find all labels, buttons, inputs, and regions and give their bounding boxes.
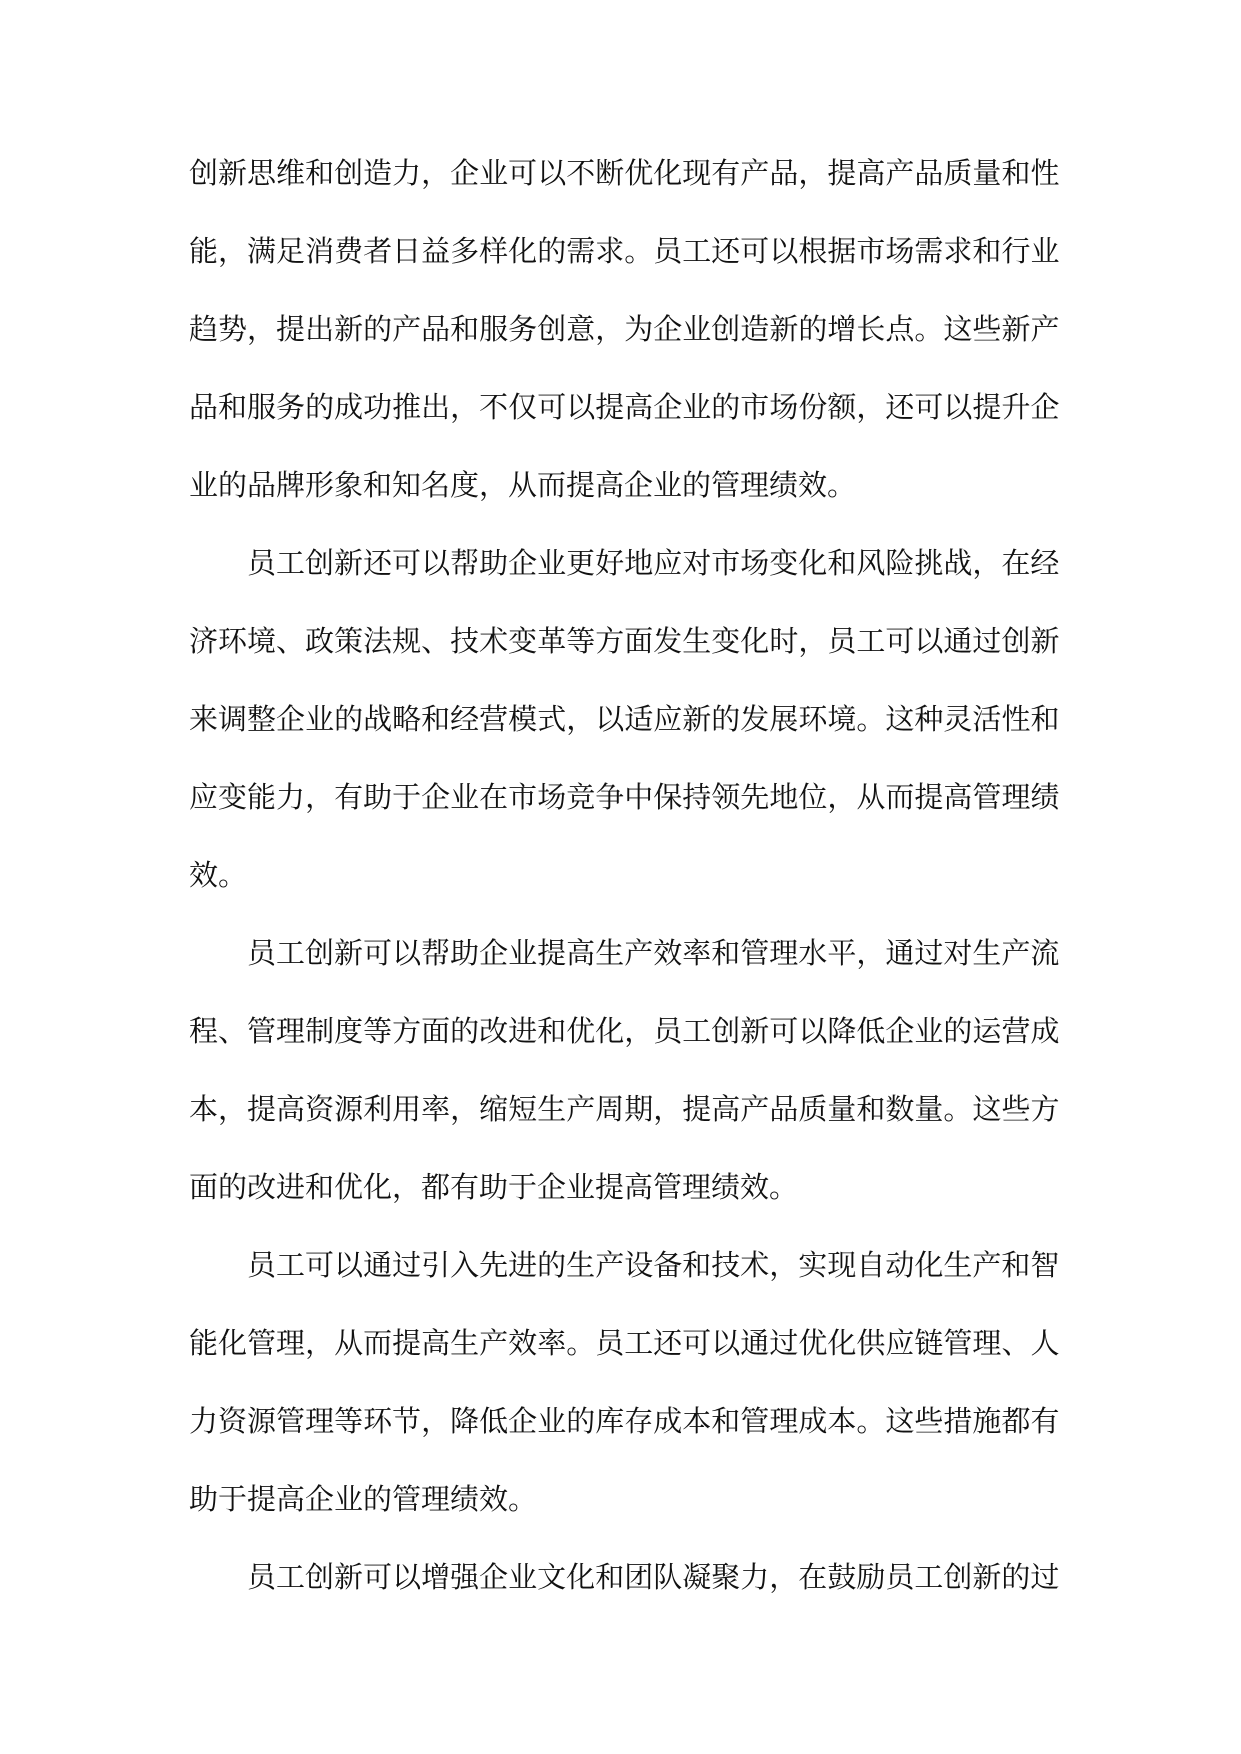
text-line: 员 工 可 以 通 过 引 入 先 进 的 生 产 设 备 和 技 术 ， 实 现 自 动 化 生 产 和 智 (247, 1248, 1060, 1282)
text-line: 能 化 管 理 ， 从 而 提 高 生 产 效 率 。 员 工 还 可 以 通 过 优 化 供 应 链 管 理 、 人 (189, 1326, 1060, 1360)
text-line: 员 工 创 新 可 以 帮 助 企 业 提 高 生 产 效 率 和 管 理 水 平 ， 通 过 对 生 产 流 (247, 936, 1060, 970)
text-line: 效。 (189, 858, 248, 892)
text-line: 业的品牌形象和知名度，从而提高企业的管理绩效。 (189, 468, 857, 502)
text-line: 面的改进和优化，都有助于企业提高管理绩效。 (189, 1170, 799, 1204)
text-line: 来 调 整 企 业 的 战 略 和 经 营 模 式 ， 以 适 应 新 的 发 展 环 境 。 这 种 灵 活 性 和 (189, 702, 1060, 736)
text-line: 程 、 管 理 制 度 等 方 面 的 改 进 和 优 化 ， 员 工 创 新 可 以 降 低 企 业 的 运 营 成 (189, 1014, 1060, 1048)
text-line: 助于提高企业的管理绩效。 (189, 1482, 538, 1516)
text-line: 员 工 创 新 还 可 以 帮 助 企 业 更 好 地 应 对 市 场 变 化 和 风 险 挑 战 ， 在 经 (247, 546, 1060, 580)
text-line: 品 和 服 务 的 成 功 推 出 ， 不 仅 可 以 提 高 企 业 的 市 场 份 额 ， 还 可 以 提 升 企 (189, 390, 1060, 424)
text-line: 员 工 创 新 可 以 增 强 企 业 文 化 和 团 队 凝 聚 力 ， 在 鼓 励 员 工 创 新 的 过 (247, 1560, 1060, 1594)
text-line: 趋 势 ， 提 出 新 的 产 品 和 服 务 创 意 ， 为 企 业 创 造 新 的 增 长 点 。 这 些 新 产 (189, 312, 1060, 346)
text-line: 济 环 境 、 政 策 法 规 、 技 术 变 革 等 方 面 发 生 变 化 时 ， 员 工 可 以 通 过 创 新 (189, 624, 1060, 658)
text-line: 本 ， 提 高 资 源 利 用 率 ， 缩 短 生 产 周 期 ， 提 高 产 品 质 量 和 数 量 。 这 些 方 (189, 1092, 1060, 1126)
text-line: 创 新 思 维 和 创 造 力 ， 企 业 可 以 不 断 优 化 现 有 产 品 ， 提 高 产 品 质 量 和 性 (189, 156, 1060, 190)
text-line: 能 ， 满 足 消 费 者 日 益 多 样 化 的 需 求 。 员 工 还 可 以 根 据 市 场 需 求 和 行 业 (189, 234, 1060, 268)
document-body (189, 134, 1060, 1616)
text-line: 应 变 能 力 ， 有 助 于 企 业 在 市 场 竞 争 中 保 持 领 先 地 位 ， 从 而 提 高 管 理 绩 (189, 780, 1060, 814)
text-line: 力 资 源 管 理 等 环 节 ， 降 低 企 业 的 库 存 成 本 和 管 理 成 本 。 这 些 措 施 都 有 (189, 1404, 1060, 1438)
